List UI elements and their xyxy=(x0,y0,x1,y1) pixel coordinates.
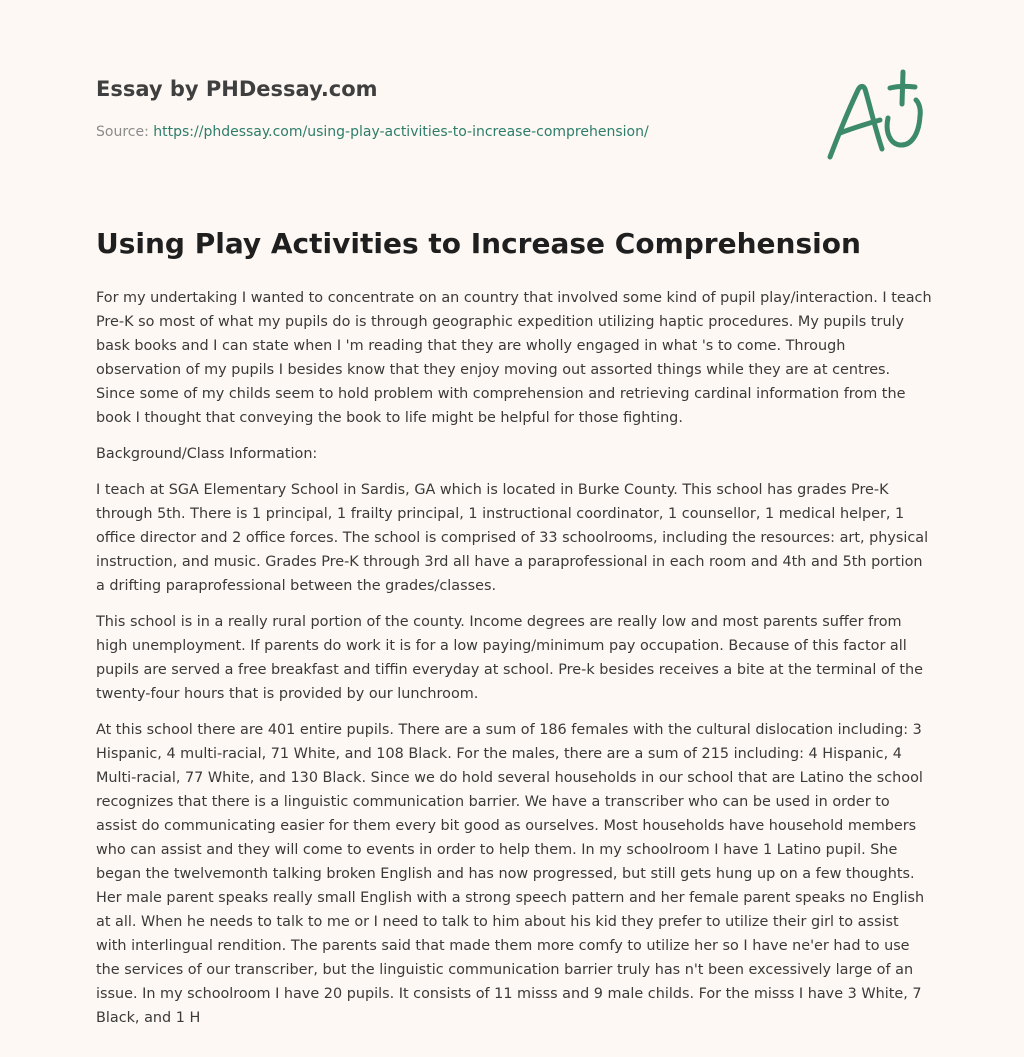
a-plus-logo-graphic xyxy=(818,66,930,166)
a-plus-logo-icon xyxy=(818,66,930,166)
source-link[interactable]: https://phdessay.com/using-play-activities-to-increase-comprehension/ xyxy=(153,124,649,140)
essay-header xyxy=(96,74,796,142)
paragraph-school-info: I teach at SGA Elementary School in Sardis, GA which is located in Burke County. This school has grades Pre-K through 5th. There is 1 principal, 1 frailty principal, 1 instructional coordinator, 1 counsellor, 1 medical helper, 1 office director and 2 office forces. The school is comprised of 33 schoolrooms, including the resources: art, physical instruction, and music. Grades Pre-K through 3rd all have a paraprofessional in each room and 4th and 5th portion a drifting paraprofessional between the grades/classes. xyxy=(96,482,929,594)
essay-title: Using Play Activities to Increase Comprehension xyxy=(96,227,861,260)
site-brand: Essay by PHDessay.com xyxy=(96,77,378,101)
essay-body xyxy=(96,286,932,1042)
paragraph-intro: For my undertaking I wanted to concentrate on an country that involved some kind of pupil play/interaction. I teach Pre-K so most of what my pupils do is through geographic expedition utilizing haptic procedures. My pupils truly bask books and I can state when I 'm reading that they are wholly engaged in what 's to come. Through observation of my pupils I besides know that they enjoy moving out assorted things while they are at centres. Since some of my childs seem to hold problem with comprehension and retrieving cardinal information from the book I thought that conveying the book to life might be helpful for those fighting. xyxy=(96,290,932,426)
section-heading-background: Background/Class Information: xyxy=(96,446,318,462)
source-line xyxy=(96,122,796,142)
paragraph-demographics: At this school there are 401 entire pupils. There are a sum of 186 females with the cultural dislocation including: 3 Hispanic, 4 multi-racial, 71 White, and 108 Black. For the males, there are a sum of 215 including: 4 Hispanic, 4 Multi-racial, 77 White, and 130 Black. Since we do hold several households in our school that are Latino the school recognizes that there is a linguistic communication barrier. We have a transcriber who can be used in order to assist do communicating easier for them every bit good as ourselves. Most households have household members who can assist and they will come to events in order to help them. In my schoolroom I have 1 Latino pupil. She began the twelvemonth talking broken English and has now progressed, but still gets hung up on a few thoughts. Her male parent speaks really small English with a strong speech pattern and her female parent speaks no English at all. When he needs to talk to me or I need to talk to him about his kid they prefer to utilize their girl to assist with interlingual rendition. The parents said that made them more comfy to utilize her so I have ne'er had to use the services of our transcriber, but the linguistic communication barrier truly has n't been excessively large of an issue. In my schoolroom I have 20 pupils. It consists of 11 misss and 9 male childs. For the misss I have 3 White, 7 Black, and 1 H xyxy=(96,722,925,1026)
paragraph-rural-area: This school is in a really rural portion of the county. Income degrees are really low and most parents suffer from high unemployment. If parents do work it is for a low paying/minimum pay occupation. Because of this factor all pupils are served a free breakfast and tiffin everyday at school. Pre-k besides receives a bite at the terminal of the twenty-four hours that is provided by our lunchroom. xyxy=(96,614,924,702)
source-label: Source: xyxy=(96,124,149,140)
